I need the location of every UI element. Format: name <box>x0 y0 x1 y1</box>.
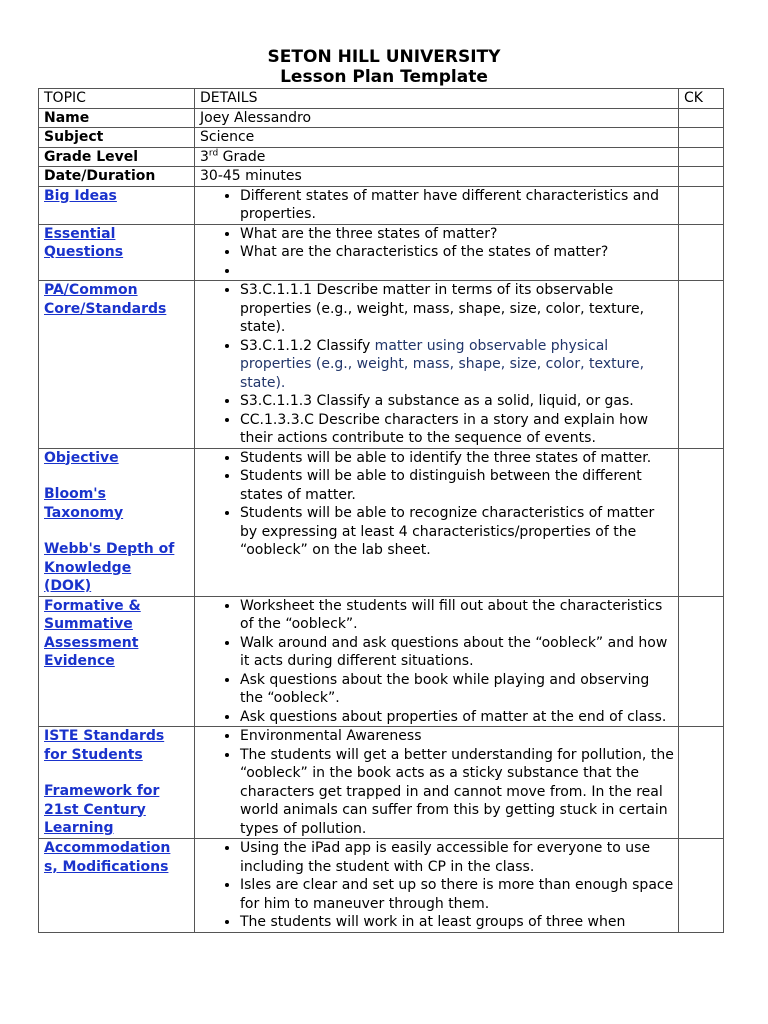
list-item: • Walk around and ask questions about the “oobleck” and how it acts during different situations. <box>240 634 674 671</box>
link-line: Core/Standards <box>44 300 167 317</box>
link-line: Webb's Depth of <box>44 541 175 557</box>
list-item: • Ask questions about the book while playing and observing the “oobleck”. <box>240 671 674 708</box>
subject-label: Subject <box>39 128 195 148</box>
list-item: • S3.C.1.1.1 Describe matter in terms of its observable properties (e.g., weight, mass, shape, size, color, texture, state). <box>240 281 674 337</box>
essential-questions-link[interactable] <box>44 225 190 262</box>
link-line: Questions <box>44 244 124 260</box>
list-item: • Different states of matter have different characteristics and properties. <box>240 187 674 224</box>
table-row <box>39 167 724 187</box>
list-item: • The students will work in at least groups of three when <box>240 913 674 932</box>
check-cell <box>679 186 724 224</box>
list-item: • Students will be able to distinguish between the different states of matter. <box>240 467 674 504</box>
blooms-taxonomy-link[interactable] <box>44 485 190 522</box>
list-item: • Worksheet the students will fill out about the characteristics of the “oobleck”. <box>240 597 674 634</box>
table-row <box>39 281 724 449</box>
big-ideas-link[interactable]: Big Ideas <box>44 187 117 204</box>
name-value: Joey Alessandro <box>195 108 679 128</box>
iste-cell <box>39 727 195 839</box>
standard-text: matter using observable physical properties (e.g., weight, mass, shape, size, color, texture, state). <box>240 337 645 391</box>
table-row <box>39 108 724 128</box>
check-cell <box>679 224 724 281</box>
name-label: Name <box>39 108 195 128</box>
iste-details <box>195 727 679 839</box>
check-cell <box>679 448 724 596</box>
duration-label: Date/Duration <box>39 167 195 187</box>
accommodations-link[interactable] <box>44 839 190 876</box>
check-cell <box>679 596 724 727</box>
table-row <box>39 596 724 727</box>
check-cell <box>679 727 724 839</box>
essential-questions-cell <box>39 224 195 281</box>
col-header-details: DETAILS <box>195 89 679 109</box>
link-line: Essential <box>44 225 116 242</box>
webbs-dok-link[interactable] <box>44 540 190 596</box>
link-line: Taxonomy <box>44 504 124 521</box>
list-item: • Using the iPad app is easily accessible for everyone to use including the student with CP in the class. <box>240 839 674 876</box>
link-line: s, Modifications <box>44 858 169 875</box>
header-row <box>39 89 724 109</box>
link-line: Framework for <box>44 783 160 799</box>
standard-code: S3.C.1.1.2 Classify <box>240 337 371 354</box>
link-line: Learning <box>44 820 114 836</box>
list-item: • Isles are clear and set up so there is more than enough space for him to maneuver through them. <box>240 876 674 913</box>
link-line: 21st Century <box>44 801 146 818</box>
link-line: Formative & <box>44 597 141 614</box>
grade-suffix: rd <box>208 147 219 158</box>
objective-link[interactable]: Objective <box>44 449 119 466</box>
list-item: • Environmental Awareness <box>240 727 674 746</box>
empty-list-item <box>240 262 674 281</box>
link-line: PA/Common <box>44 282 138 298</box>
list-item: • What are the three states of matter? <box>240 225 674 244</box>
iste-standards-link[interactable] <box>44 727 190 764</box>
duration-value: 30-45 minutes <box>195 167 679 187</box>
grade-number: 3 <box>200 148 209 165</box>
link-line: Knowledge <box>44 559 132 576</box>
table-row <box>39 727 724 839</box>
list-item: • Ask questions about properties of matter at the end of class. <box>240 708 674 727</box>
link-line: Assessment <box>44 634 139 651</box>
link-line: Accommodation <box>44 840 171 856</box>
col-header-topic: TOPIC <box>39 89 195 109</box>
grade-label: Grade Level <box>39 147 195 167</box>
lesson-plan-table <box>38 88 724 933</box>
big-ideas-details <box>195 186 679 224</box>
link-line: Bloom's <box>44 486 106 502</box>
check-cell <box>679 839 724 933</box>
grade-word: Grade <box>218 148 266 165</box>
standards-link[interactable] <box>44 281 190 318</box>
link-line: for Students <box>44 746 143 763</box>
check-cell <box>679 108 724 128</box>
table-row <box>39 147 724 167</box>
accommodations-cell <box>39 839 195 933</box>
list-item: • S3.C.1.1.3 Classify a substance as a solid, liquid, or gas. <box>240 392 674 411</box>
subject-value: Science <box>195 128 679 148</box>
check-cell <box>679 128 724 148</box>
assessment-cell <box>39 596 195 727</box>
col-header-check: CK <box>679 89 724 109</box>
check-cell <box>679 281 724 449</box>
list-item: • What are the characteristics of the states of matter? <box>240 243 674 262</box>
list-item: • Students will be able to identify the three states of matter. <box>240 449 674 468</box>
link-line: ISTE Standards <box>44 728 165 744</box>
objective-details <box>195 448 679 596</box>
table-row <box>39 224 724 281</box>
standards-cell <box>39 281 195 449</box>
check-cell <box>679 167 724 187</box>
essential-questions-details <box>195 224 679 281</box>
objective-cell <box>39 448 195 596</box>
template-title: Lesson Plan Template <box>280 67 488 87</box>
list-item <box>240 337 674 393</box>
framework-21st-century-link[interactable] <box>44 782 190 838</box>
list-item: • CC.1.3.3.C Describe characters in a story and explain how their actions contribute to the sequence of events. <box>240 411 674 448</box>
accommodations-details <box>195 839 679 933</box>
university-title: SETON HILL UNIVERSITY <box>267 47 501 67</box>
table-row <box>39 448 724 596</box>
big-ideas-cell <box>39 186 195 224</box>
link-line: Summative <box>44 616 133 632</box>
list-item: • Students will be able to recognize characteristics of matter by expressing at least 4 characteristics/properties of the “oobleck” on the lab sheet. <box>240 504 674 560</box>
link-line: (DOK) <box>44 578 92 594</box>
assessment-details <box>195 596 679 727</box>
list-item: • The students will get a better understanding for pollution, the “oobleck” in the book acts as a sticky substance that the characters get trapped in and cannot move from. In the real world animals can suffer from this by getting stuck in certain types of pollution. <box>240 746 674 839</box>
table-row <box>39 186 724 224</box>
assessment-link[interactable] <box>44 597 190 671</box>
check-cell <box>679 147 724 167</box>
standards-details <box>195 281 679 449</box>
grade-value <box>195 147 679 167</box>
link-line: Evidence <box>44 653 115 669</box>
table-row <box>39 839 724 933</box>
table-row <box>39 128 724 148</box>
